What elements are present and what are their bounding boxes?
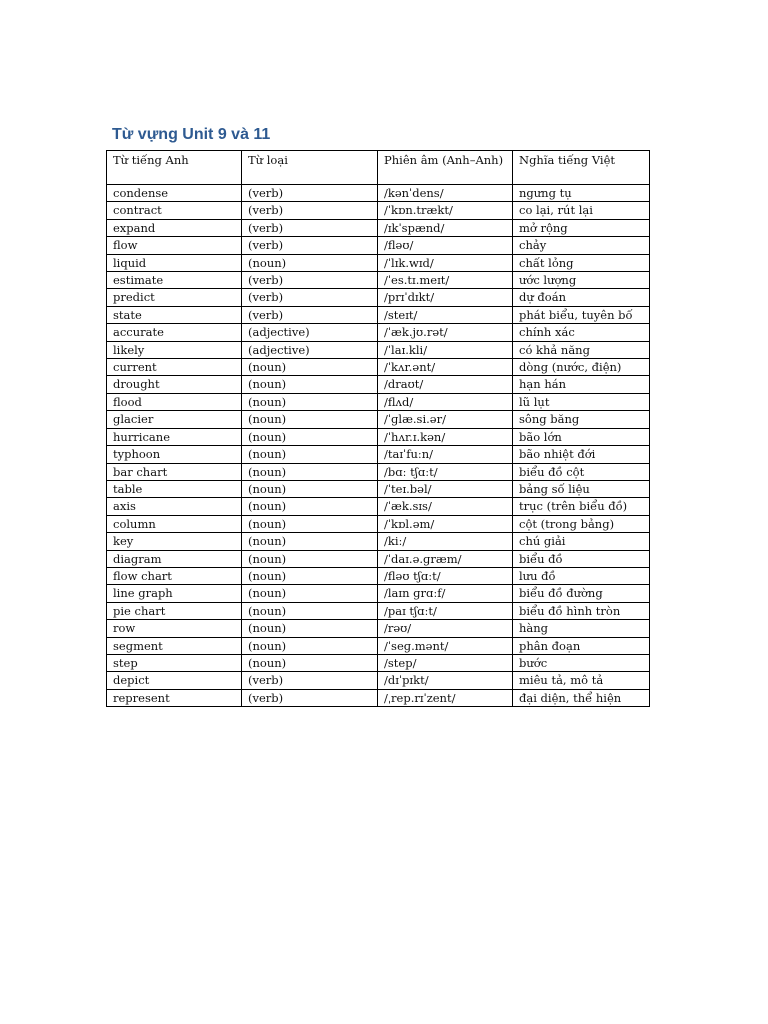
cell-vietnamese-meaning: lũ lụt [513, 393, 650, 410]
cell-pronunciation: /ˈlaɪ.kli/ [378, 341, 513, 358]
table-row [107, 219, 650, 236]
cell-english-word: represent [107, 689, 242, 706]
cell-vietnamese-meaning: ước lượng [513, 272, 650, 289]
cell-english-word: state [107, 306, 242, 323]
cell-word-class: (noun) [242, 376, 378, 393]
cell-english-word: drought [107, 376, 242, 393]
cell-word-class: (verb) [242, 672, 378, 689]
cell-vietnamese-meaning: phân đoạn [513, 637, 650, 654]
cell-vietnamese-meaning: ngưng tụ [513, 185, 650, 202]
cell-pronunciation: /ˌrep.rɪˈzent/ [378, 689, 513, 706]
cell-pronunciation: /ˈkɒn.trækt/ [378, 202, 513, 219]
cell-vietnamese-meaning: đại diện, thể hiện [513, 689, 650, 706]
table-row [107, 237, 650, 254]
cell-pronunciation: /ˈkɒl.əm/ [378, 515, 513, 532]
table-row [107, 585, 650, 602]
cell-vietnamese-meaning: bão lớn [513, 428, 650, 445]
cell-english-word: key [107, 533, 242, 550]
cell-word-class: (noun) [242, 498, 378, 515]
cell-vietnamese-meaning: bước [513, 654, 650, 671]
cell-english-word: depict [107, 672, 242, 689]
cell-pronunciation: /ˈɡlæ.si.ər/ [378, 411, 513, 428]
cell-pronunciation: /bɑː tʃɑːt/ [378, 463, 513, 480]
cell-word-class: (noun) [242, 359, 378, 376]
cell-english-word: line graph [107, 585, 242, 602]
cell-vietnamese-meaning: chất lỏng [513, 254, 650, 271]
table-row [107, 289, 650, 306]
cell-vietnamese-meaning: biểu đồ đường [513, 585, 650, 602]
cell-word-class: (verb) [242, 272, 378, 289]
cell-word-class: (noun) [242, 515, 378, 532]
table-row [107, 359, 650, 376]
cell-pronunciation: /ˈkʌr.ənt/ [378, 359, 513, 376]
cell-word-class: (noun) [242, 480, 378, 497]
cell-english-word: step [107, 654, 242, 671]
cell-word-class: (verb) [242, 185, 378, 202]
cell-english-word: condense [107, 185, 242, 202]
cell-english-word: flood [107, 393, 242, 410]
cell-vietnamese-meaning: miêu tả, mô tả [513, 672, 650, 689]
table-row [107, 672, 650, 689]
table-row [107, 272, 650, 289]
cell-word-class: (verb) [242, 202, 378, 219]
document-title: Từ vựng Unit 9 và 11 [112, 126, 271, 143]
cell-word-class: (noun) [242, 620, 378, 637]
cell-pronunciation: /fləʊ tʃɑːt/ [378, 567, 513, 584]
cell-word-class: (noun) [242, 550, 378, 567]
table-row [107, 411, 650, 428]
cell-word-class: (noun) [242, 463, 378, 480]
cell-word-class: (noun) [242, 446, 378, 463]
cell-word-class: (adjective) [242, 341, 378, 358]
cell-pronunciation: /ˈes.tɪ.meɪt/ [378, 272, 513, 289]
table-row [107, 324, 650, 341]
cell-english-word: table [107, 480, 242, 497]
cell-english-word: glacier [107, 411, 242, 428]
cell-vietnamese-meaning: biểu đồ [513, 550, 650, 567]
cell-pronunciation: /flʌd/ [378, 393, 513, 410]
cell-pronunciation: /steɪt/ [378, 306, 513, 323]
cell-vietnamese-meaning: co lại, rút lại [513, 202, 650, 219]
cell-vietnamese-meaning: mở rộng [513, 219, 650, 236]
cell-vietnamese-meaning: lưu đồ [513, 567, 650, 584]
table-row [107, 637, 650, 654]
cell-pronunciation: /paɪ tʃɑːt/ [378, 602, 513, 619]
cell-vietnamese-meaning: dòng (nước, điện) [513, 359, 650, 376]
cell-english-word: expand [107, 219, 242, 236]
table-row [107, 550, 650, 567]
cell-english-word: current [107, 359, 242, 376]
cell-vietnamese-meaning: cột (trong bảng) [513, 515, 650, 532]
cell-pronunciation: /ˈæk.sɪs/ [378, 498, 513, 515]
table-row [107, 446, 650, 463]
header-english-word: Từ tiếng Anh [107, 151, 242, 185]
cell-pronunciation: /ˈlɪk.wɪd/ [378, 254, 513, 271]
cell-pronunciation: /fləʊ/ [378, 237, 513, 254]
cell-english-word: column [107, 515, 242, 532]
table-row [107, 654, 650, 671]
header-word-class: Từ loại [242, 151, 378, 185]
cell-vietnamese-meaning: chảy [513, 237, 650, 254]
cell-english-word: estimate [107, 272, 242, 289]
table-row [107, 376, 650, 393]
table-row [107, 533, 650, 550]
cell-english-word: liquid [107, 254, 242, 271]
cell-word-class: (verb) [242, 237, 378, 254]
cell-english-word: flow chart [107, 567, 242, 584]
header-vietnamese-meaning: Nghĩa tiếng Việt [513, 151, 650, 185]
cell-word-class: (adjective) [242, 324, 378, 341]
cell-word-class: (verb) [242, 289, 378, 306]
cell-english-word: bar chart [107, 463, 242, 480]
cell-pronunciation: /ˈteɪ.bəl/ [378, 480, 513, 497]
cell-pronunciation: /dɪˈpɪkt/ [378, 672, 513, 689]
vocabulary-table [106, 150, 650, 707]
cell-english-word: typhoon [107, 446, 242, 463]
cell-word-class: (noun) [242, 602, 378, 619]
cell-vietnamese-meaning: sông băng [513, 411, 650, 428]
cell-english-word: diagram [107, 550, 242, 567]
cell-english-word: contract [107, 202, 242, 219]
cell-pronunciation: /ɪkˈspænd/ [378, 219, 513, 236]
cell-pronunciation: /rəʊ/ [378, 620, 513, 637]
cell-vietnamese-meaning: biểu đồ cột [513, 463, 650, 480]
table-row [107, 515, 650, 532]
table-body [107, 185, 650, 707]
table-row [107, 480, 650, 497]
cell-english-word: row [107, 620, 242, 637]
cell-word-class: (noun) [242, 254, 378, 271]
table-row [107, 428, 650, 445]
cell-vietnamese-meaning: dự đoán [513, 289, 650, 306]
cell-pronunciation: /ˈdaɪ.ə.ɡræm/ [378, 550, 513, 567]
cell-english-word: hurricane [107, 428, 242, 445]
cell-english-word: axis [107, 498, 242, 515]
cell-vietnamese-meaning: hạn hán [513, 376, 650, 393]
table-row [107, 498, 650, 515]
header-row [107, 151, 650, 185]
cell-english-word: segment [107, 637, 242, 654]
table-header [107, 151, 650, 185]
cell-pronunciation: /ˈseɡ.mənt/ [378, 637, 513, 654]
cell-pronunciation: /ˈæk.jʊ.rət/ [378, 324, 513, 341]
cell-word-class: (noun) [242, 533, 378, 550]
table-row [107, 689, 650, 706]
cell-vietnamese-meaning: biểu đồ hình tròn [513, 602, 650, 619]
cell-vietnamese-meaning: chú giải [513, 533, 650, 550]
cell-word-class: (noun) [242, 654, 378, 671]
cell-pronunciation: /kiː/ [378, 533, 513, 550]
cell-english-word: likely [107, 341, 242, 358]
cell-pronunciation: /draʊt/ [378, 376, 513, 393]
cell-word-class: (noun) [242, 411, 378, 428]
cell-english-word: accurate [107, 324, 242, 341]
table-row [107, 306, 650, 323]
cell-word-class: (noun) [242, 567, 378, 584]
cell-pronunciation: /taɪˈfuːn/ [378, 446, 513, 463]
table-row [107, 393, 650, 410]
table-row [107, 202, 650, 219]
cell-word-class: (noun) [242, 637, 378, 654]
cell-word-class: (noun) [242, 393, 378, 410]
cell-pronunciation: /ˈhʌr.ɪ.kən/ [378, 428, 513, 445]
cell-vietnamese-meaning: có khả năng [513, 341, 650, 358]
cell-pronunciation: /prɪˈdɪkt/ [378, 289, 513, 306]
cell-word-class: (noun) [242, 428, 378, 445]
header-pronunciation: Phiên âm (Anh–Anh) [378, 151, 513, 185]
cell-pronunciation: /kənˈdens/ [378, 185, 513, 202]
table-row [107, 620, 650, 637]
table-row [107, 602, 650, 619]
cell-vietnamese-meaning: chính xác [513, 324, 650, 341]
cell-pronunciation: /laɪn ɡrɑːf/ [378, 585, 513, 602]
cell-english-word: predict [107, 289, 242, 306]
cell-english-word: flow [107, 237, 242, 254]
cell-word-class: (noun) [242, 585, 378, 602]
cell-word-class: (verb) [242, 219, 378, 236]
table-row [107, 341, 650, 358]
cell-vietnamese-meaning: bão nhiệt đới [513, 446, 650, 463]
table-row [107, 254, 650, 271]
cell-word-class: (verb) [242, 306, 378, 323]
table-row [107, 567, 650, 584]
cell-vietnamese-meaning: phát biểu, tuyên bố [513, 306, 650, 323]
table-row [107, 185, 650, 202]
cell-word-class: (verb) [242, 689, 378, 706]
cell-vietnamese-meaning: trục (trên biểu đồ) [513, 498, 650, 515]
cell-pronunciation: /step/ [378, 654, 513, 671]
cell-vietnamese-meaning: hàng [513, 620, 650, 637]
table-row [107, 463, 650, 480]
cell-english-word: pie chart [107, 602, 242, 619]
cell-vietnamese-meaning: bảng số liệu [513, 480, 650, 497]
